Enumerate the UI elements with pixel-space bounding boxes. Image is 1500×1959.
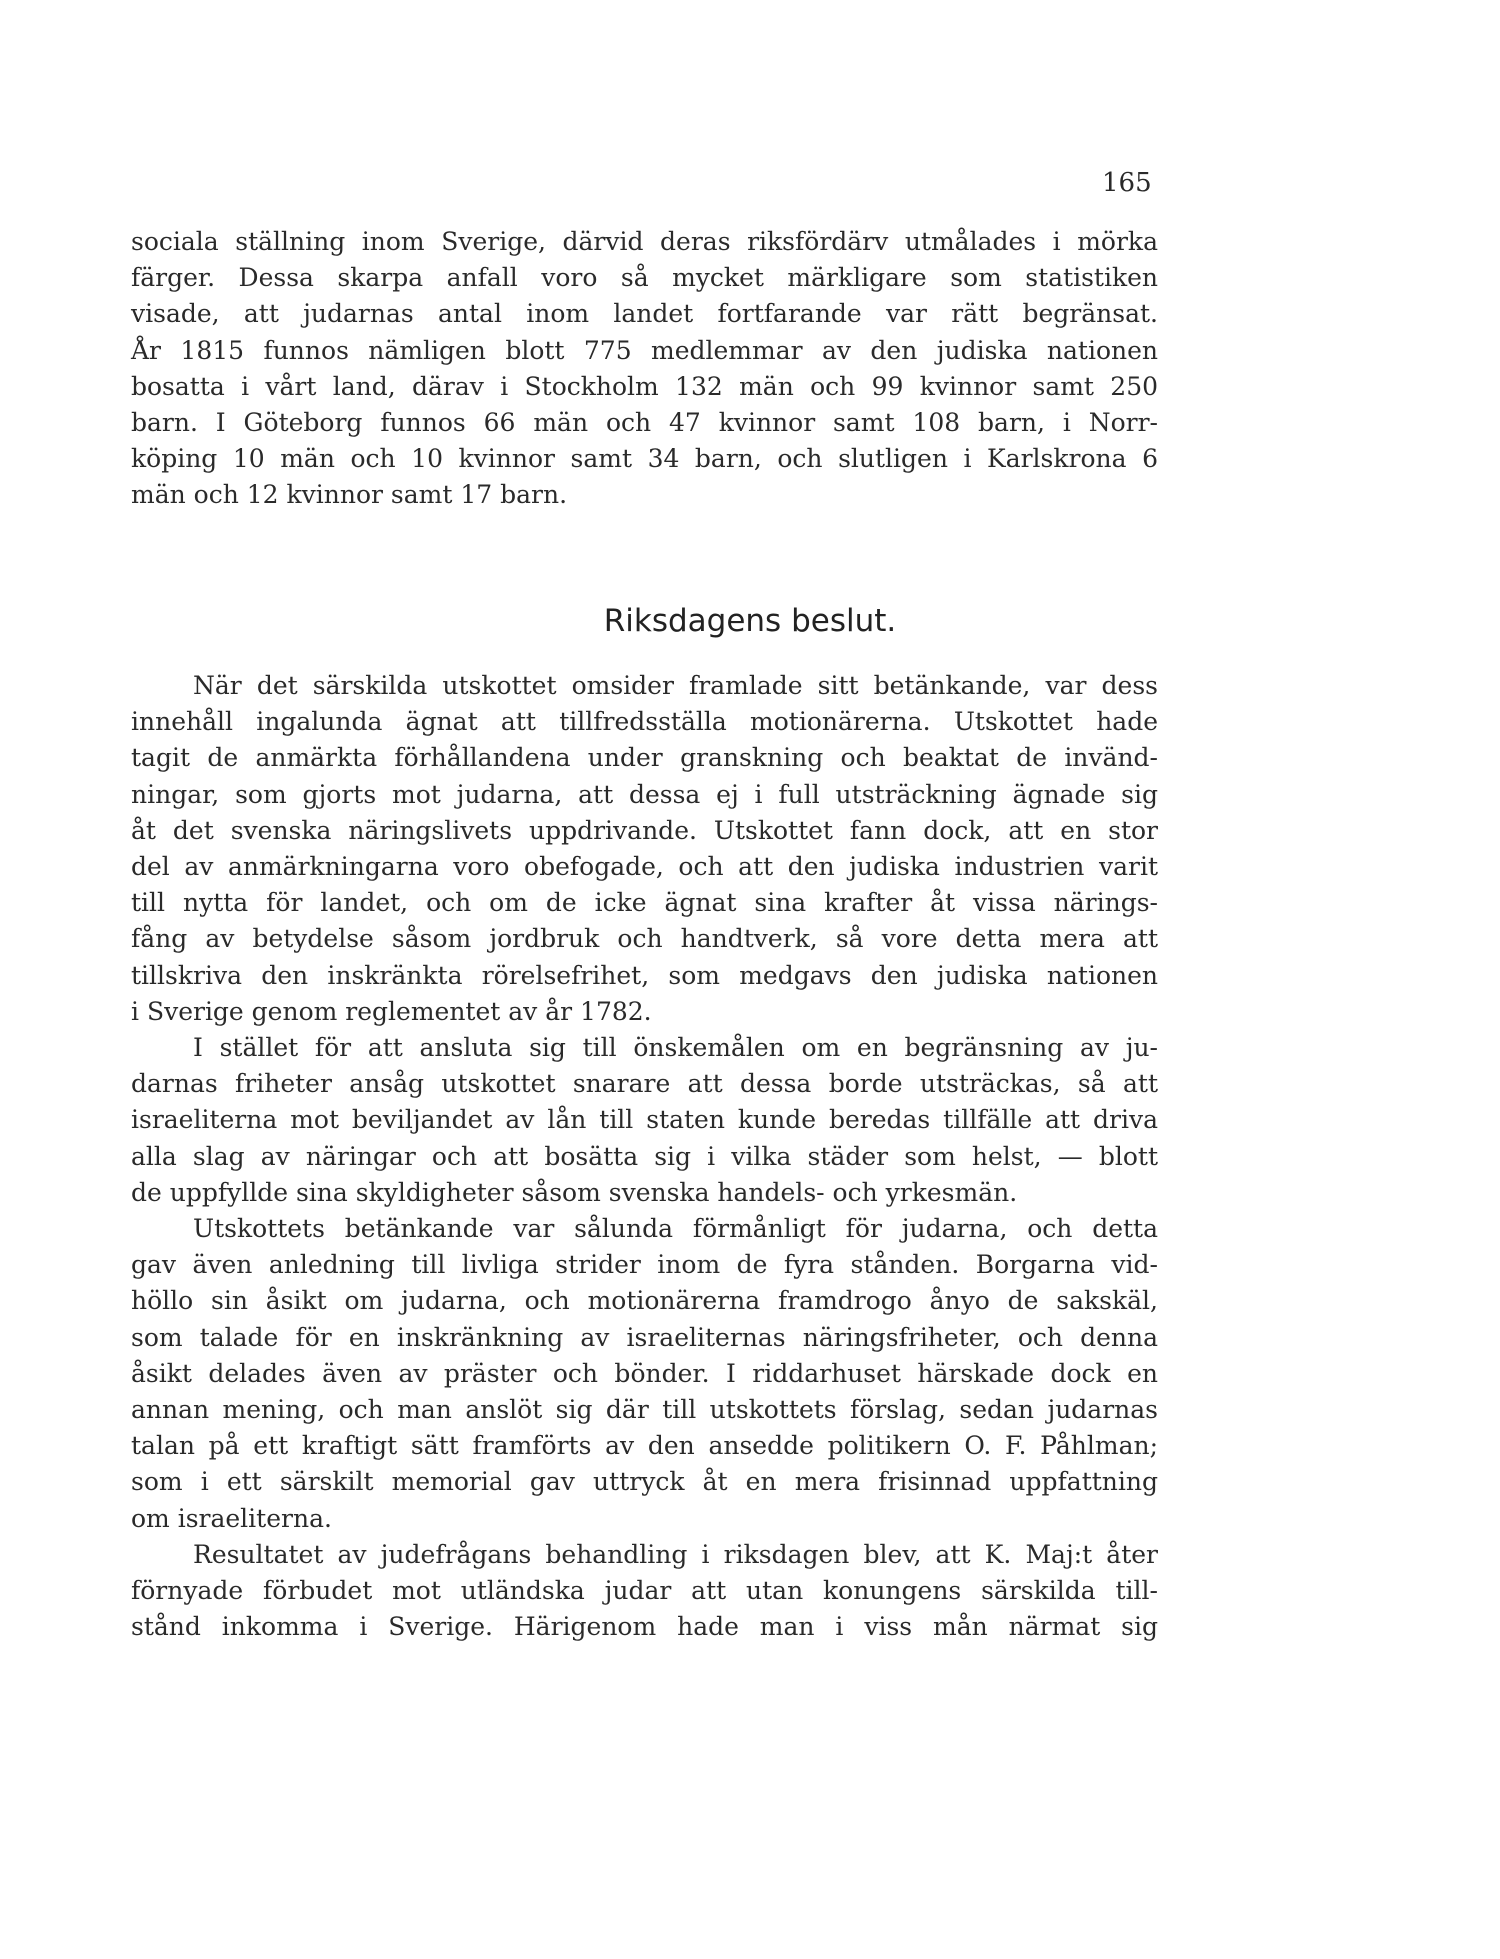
text-line: alla slag av näringar och att bosätta sig i vilka städer som helst, — blott <box>131 1141 1158 1171</box>
text-line: Utskottets betänkande var sålunda förmånligt för judarna, och detta <box>193 1214 1158 1244</box>
text-line: innehåll ingalunda ägnat att tillfredsställa motionärerna. Utskottet hade <box>131 707 1158 737</box>
text-line: köping 10 män och 10 kvinnor samt 34 barn, och slutligen i Karlskrona 6 <box>131 444 1158 474</box>
paragraph <box>131 1537 1158 1646</box>
text-line: När det särskilda utskottet omsider framlade sitt betänkande, var dess <box>193 671 1158 700</box>
text-line: I stället för att ansluta sig till önskemålen om en begränsning av ju- <box>193 1033 1158 1063</box>
text-line: tillskriva den inskränkta rörelsefrihet, som medgavs den judiska nationen <box>131 960 1158 990</box>
text-line: sociala ställning inom Sverige, därvid deras riksfördärv utmålades i mörka <box>131 227 1158 256</box>
text-line: åt det svenska näringslivets uppdrivande. Utskottet fann dock, att en stor <box>131 815 1158 845</box>
text-line: År 1815 funnos nämligen blott 775 medlemmar av den judiska nationen <box>131 335 1158 365</box>
paragraph <box>131 668 1158 1030</box>
page-number: 165 <box>1102 168 1152 198</box>
paragraph <box>131 1030 1158 1211</box>
text-line: darnas friheter ansåg utskottet snarare att dessa borde utsträckas, så att <box>131 1069 1158 1099</box>
text-line: fång av betydelse såsom jordbruk och handtverk, så vore detta mera att <box>131 924 1158 954</box>
paragraph <box>131 224 1158 514</box>
text-line: stånd inkomma i Sverige. Härigenom hade man i viss mån närmat sig <box>131 1612 1158 1642</box>
text-line: till nytta för landet, och om de icke ägnat sina krafter åt vissa närings- <box>131 888 1158 918</box>
text-line: bosatta i vårt land, därav i Stockholm 132 män och 99 kvinnor samt 250 <box>131 371 1158 401</box>
text-line: de uppfyllde sina skyldigheter såsom svenska handels- och yrkesmän. <box>131 1177 1018 1207</box>
text-line: som i ett särskilt memorial gav uttryck åt en mera frisinnad uppfattning <box>131 1467 1158 1497</box>
text-line: som talade för en inskränkning av israeliternas näringsfriheter, och denna <box>131 1322 1158 1352</box>
text-line: åsikt delades även av präster och bönder. I riddarhuset härskade dock en <box>131 1358 1158 1388</box>
text-line: om israeliterna. <box>131 1503 332 1533</box>
text-line: gav även anledning till livliga strider inom de fyra stånden. Borgarna vid- <box>131 1250 1158 1280</box>
section-heading: Riksdagens beslut. <box>603 603 897 639</box>
text-line: i Sverige genom reglementet av år 1782. <box>131 996 652 1026</box>
text-line: visade, att judarnas antal inom landet fortfarande var rätt begränsat. <box>131 299 1158 329</box>
paragraph <box>131 1211 1158 1537</box>
text-line: ningar, som gjorts mot judarna, att dessa ej i full utsträckning ägnade sig <box>131 779 1158 809</box>
text-line: israeliterna mot beviljandet av lån till staten kunde beredas tillfälle att driva <box>131 1105 1158 1135</box>
text-line: Resultatet av judefrågans behandling i riksdagen blev, att K. Maj:t åter <box>193 1539 1158 1569</box>
text-line: talan på ett kraftigt sätt framförts av den ansedde politikern O. F. Påhlman; <box>131 1431 1158 1461</box>
body-text-top <box>131 224 1158 514</box>
text-line: höllo sin åsikt om judarna, och motionärerna framdrogo ånyo de sakskäl, <box>131 1286 1158 1316</box>
text-line: annan mening, och man anslöt sig där till utskottets förslag, sedan judarnas <box>131 1395 1158 1425</box>
text-line: män och 12 kvinnor samt 17 barn. <box>131 480 568 510</box>
text-line: del av anmärkningarna voro obefogade, och att den judiska industrien varit <box>131 852 1158 882</box>
text-line: förnyade förbudet mot utländska judar att utan konungens särskilda till- <box>131 1576 1158 1606</box>
body-text-main <box>131 668 1158 1645</box>
text-line: tagit de anmärkta förhållandena under granskning och beaktat de invänd- <box>131 743 1158 773</box>
text-line: färger. Dessa skarpa anfall voro så mycket märkligare som statistiken <box>131 263 1158 293</box>
text-line: barn. I Göteborg funnos 66 män och 47 kvinnor samt 108 barn, i Norr- <box>131 408 1158 438</box>
